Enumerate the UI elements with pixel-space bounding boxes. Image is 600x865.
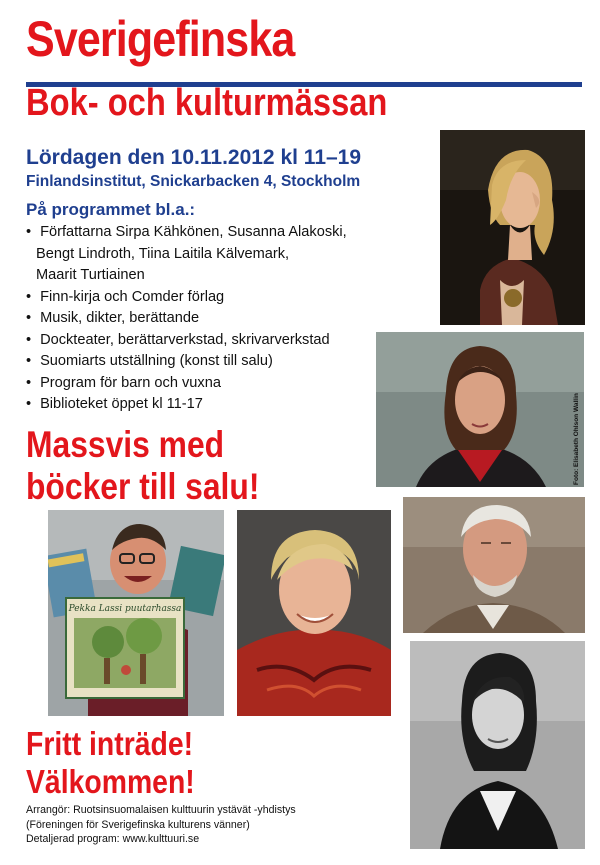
program-list (26, 222, 396, 416)
details-line: Detaljerad program: www.kulttuuri.se (26, 833, 200, 845)
slogan-line: Massvis med (26, 424, 225, 465)
program-item-text: Suomiarts utställning (konst till salu) (40, 353, 273, 369)
welcome-line: Välkommen! (26, 763, 195, 800)
program-item: • Suomiarts utställning (konst till salu) (26, 353, 273, 369)
free-entry-line: Fritt inträde! (26, 725, 194, 762)
organizer-line: Arrangör: Ruotsinsuomalaisen kulttuurin ystävät -yhdistys (26, 804, 296, 816)
author-photo-dark-haired-woman (376, 332, 584, 487)
slogan (26, 424, 259, 508)
organizer-line: (Föreningen för Sverigefinska kulturens vänner) (26, 818, 250, 831)
program-item-text: Program för barn och vuxna (40, 374, 221, 391)
poster-subtitle: Bok- och kulturmässan (26, 82, 388, 124)
program-item-text: Bengt Lindroth, Tiina Laitila Kälvemark, (36, 245, 290, 262)
program-item-text: Musik, dikter, berättande (40, 310, 200, 326)
book-cover-title: Pekka Lassi puutarhassa (68, 604, 182, 614)
program-item-text: Finn-kirja och Comder förlag (40, 288, 225, 305)
program-item-text: Biblioteket öppet kl 11-17 (40, 396, 203, 412)
program-item: • Författarna Sirpa Kähkönen, Susanna Alakoski, (26, 224, 347, 240)
program-item: • Musik, dikter, berättande (26, 310, 200, 326)
program-item-text: Författarna Sirpa Kähkönen, Susanna Alakoski, (40, 224, 347, 240)
author-photo-bw-woman (410, 641, 585, 849)
program-item: • Finn-kirja och Comder förlag (26, 288, 225, 305)
event-venue: Finlandsinstitut, Snickarbacken 4, Stockholm (26, 173, 361, 190)
event-date: Lördagen den 10.11.2012 kl 11–19 (26, 146, 362, 169)
program-item: • Biblioteket öppet kl 11-17 (26, 396, 203, 412)
program-item-text: Dockteater, berättarverkstad, skrivarverkstad (40, 331, 330, 348)
program-item: • Program för barn och vuxna (26, 374, 221, 391)
author-photo-smiling-woman (237, 510, 391, 716)
free-entry-text (26, 725, 195, 801)
organizer-info (26, 803, 296, 847)
program-item-text: Maarit Turtiainen (36, 267, 145, 283)
program-heading: På programmet bl.a.: (26, 200, 196, 219)
author-photo-older-man (403, 497, 585, 633)
author-photo-blonde-woman (440, 130, 585, 325)
author-photo-man-with-books (48, 510, 224, 716)
program-item: • Dockteater, berättarverkstad, skrivarverkstad (26, 331, 330, 348)
slogan-line: böcker till salu! (26, 466, 260, 507)
poster-title: Sverigefinska (26, 11, 295, 67)
program-item-continued (26, 244, 396, 266)
photo-credit: Foto: Elisabeth Ohlson Wallin (573, 393, 580, 485)
program-item-continued (26, 265, 396, 287)
